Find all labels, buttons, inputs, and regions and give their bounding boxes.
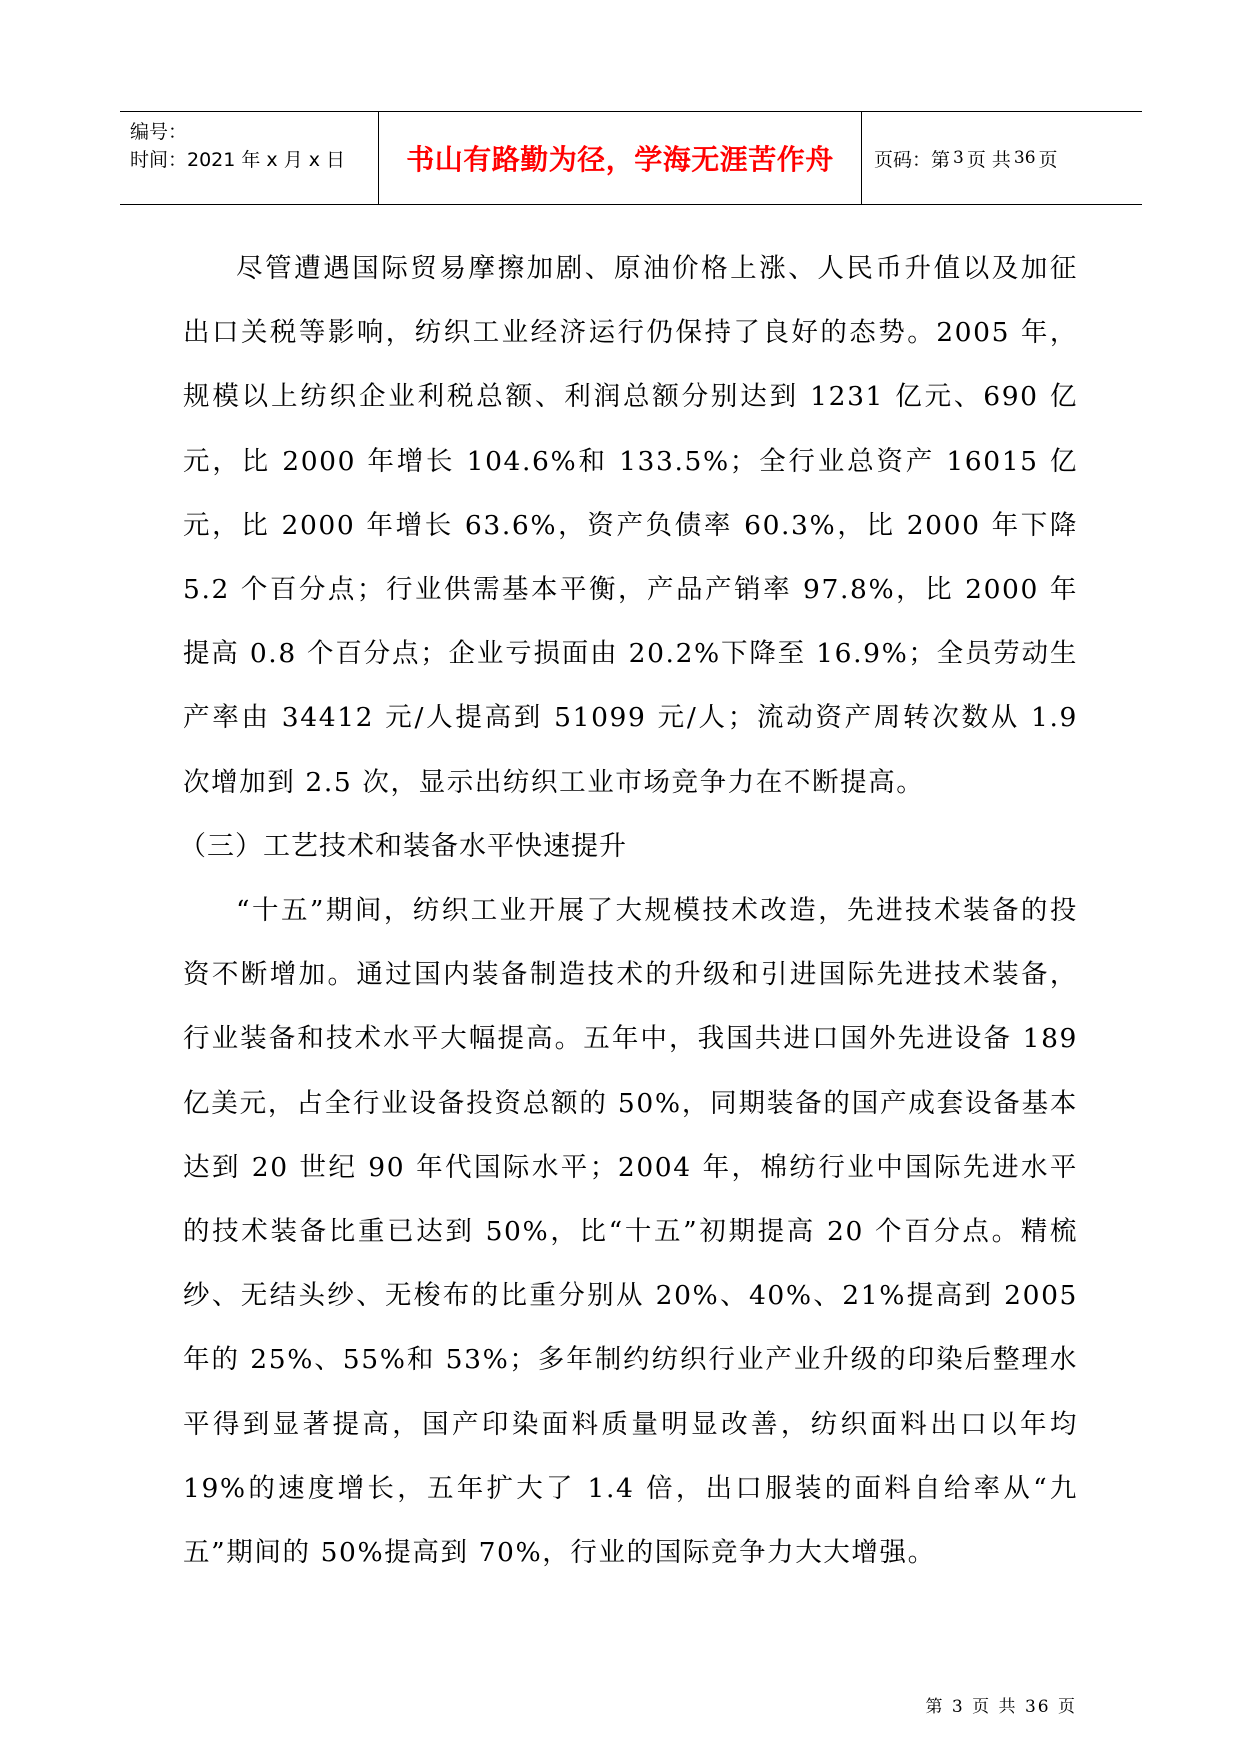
header-motto: 书山有路勤为径，学海无涯苦作舟: [406, 143, 834, 176]
section-heading-3: （三）工艺技术和装备水平快速提升: [179, 830, 627, 862]
page-current: 3: [953, 148, 964, 168]
header-left-cell: [120, 112, 378, 204]
page-suffix: 页: [1038, 148, 1058, 171]
page-prefix: 页码：第: [874, 148, 951, 171]
page-header: [120, 111, 1142, 205]
page-total: 36: [1013, 148, 1036, 168]
page-footer: 第 3 页 共 36 页: [925, 1697, 1077, 1717]
paragraph-economic-performance: 尽管遭遇国际贸易摩擦加剧、原油价格上涨、人民币升值以及加征出口关税等影响，纺织工业经济运行仍保持了良好的态势。2005 年，规模以上纺织企业利税总额、利润总额分别达到 1231 亿元、690 亿元，比 2000 年增长 104.6%和 133.5%；全行业总资产 16015 亿元，比 2000 年增长 63.6%，资产负债率 60.3%，比 2000 年下降 5.2 个百分点；行业供需基本平衡，产品产销率 97.8%，比 2000 年提高 0.8 个百分点；企业亏损面由 20.2%下降至 16.9%；全员劳动生产率由 34412 元/人提高到 51099 元/人；流动资产周转次数从 1.9 次增加到 2.5 次，显示出纺织工业市场竞争力在不断提高。: [183, 253, 1078, 798]
paragraph-technology-upgrade: “十五”期间，纺织工业开展了大规模技术改造，先进技术装备的投资不断增加。通过国内装备制造技术的升级和引进国际先进技术装备，行业装备和技术水平大幅提高。五年中，我国共进口国外先进设备 189 亿美元，占全行业设备投资总额的 50%，同期装备的国产成套设备基本达到 20 世纪 90 年代国际水平；2004 年，棉纺行业中国际先进水平的技术装备比重已达到 50%，比“十五”初期提高 20 个百分点。精梳纱、无结头纱、无梭布的比重分别从 20%、40%、21%提高到 2005 年的 25%、55%和 53%；多年制约纺织行业产业升级的印染后整理水平得到显著提高，国产印染面料质量明显改善，纺织面料出口以年均 19%的速度增长，五年扩大了 1.4 倍，出口服装的面料自给率从“九五”期间的 50%提高到 70%，行业的国际竞争力大大增强。: [183, 895, 1078, 1569]
header-motto-cell: [378, 112, 862, 204]
document-time-label: 时间：2021 年 x 月 x 日: [130, 149, 346, 171]
header-page-cell: [862, 112, 1142, 204]
document-number-label: 编号：: [130, 121, 188, 143]
page-mid: 页 共: [966, 148, 1011, 171]
document-body: [179, 237, 1078, 1585]
